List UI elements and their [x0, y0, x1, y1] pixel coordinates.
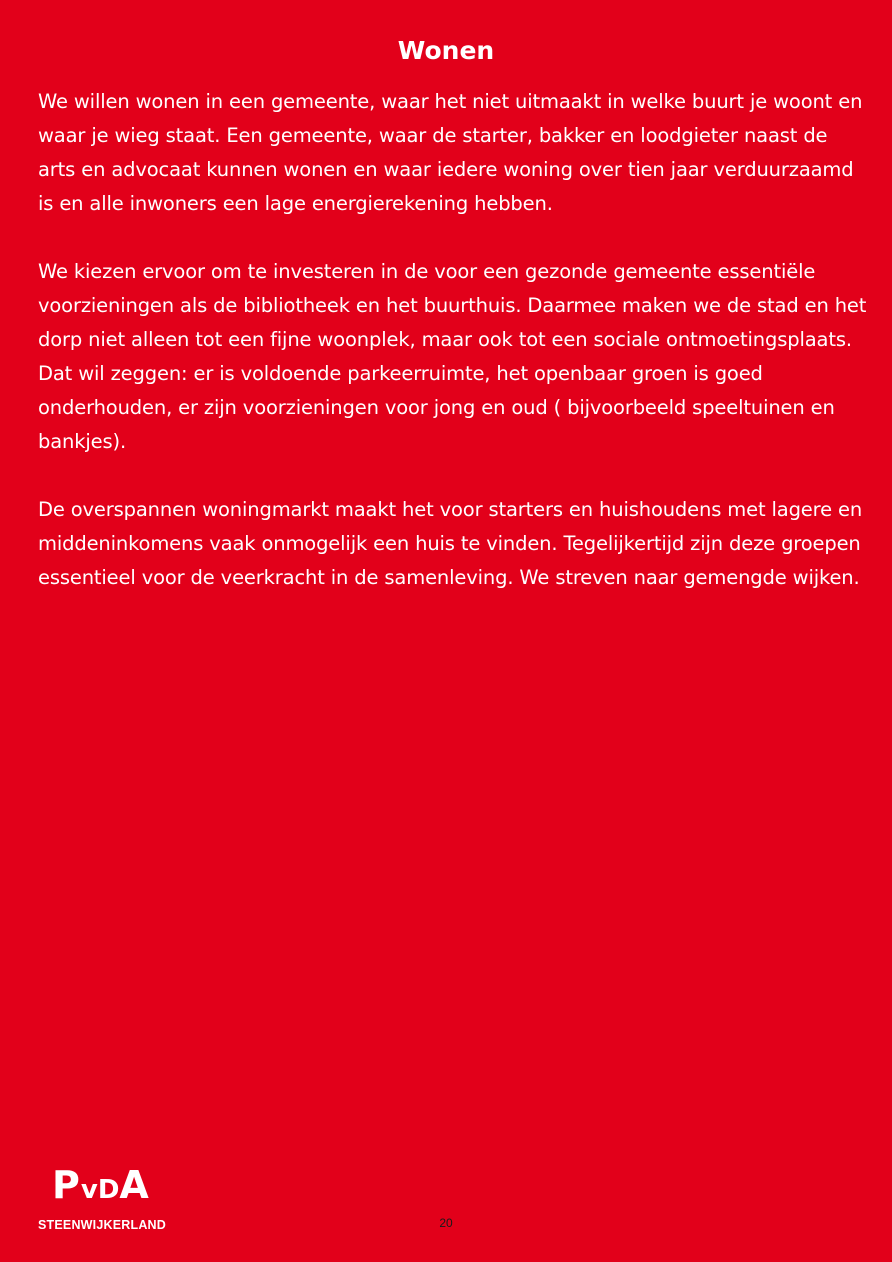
logo-letter-a: A — [119, 1163, 150, 1207]
paragraph: We willen wonen in een gemeente, waar het niet uitmaakt in welke buurt je woont en waar je wieg staat. Een gemeente, waar de starter, bakker en loodgieter naast de arts en advocaat kunnen wonen en waar iedere woning over tien jaar verduurzaamd is en alle inwoners een lage energierekening hebben. — [38, 90, 863, 215]
page-number: 20 — [439, 1216, 453, 1230]
logo-letter-p: P — [52, 1163, 81, 1207]
logo-letter-d: D — [97, 1175, 120, 1205]
logo-subtitle: STEENWIJKERLAND — [38, 1218, 167, 1232]
paragraph: We kiezen ervoor om te investeren in de voor een gezonde gemeente essentiële voorzieningen als de bibliotheek en het buurthuis. Daarmee maken we de stad en het dorp niet alleen tot een fijne woonplek, maar ook tot een sociale ontmoetingsplaats. Dat wil zeggen: er is voldoende parkeerruimte, het openbaar groen is goed onderhouden, er zijn voorzieningen voor jong en oud ( bijvoorbeeld speeltuinen en bankjes). — [38, 260, 867, 453]
page-title: Wonen — [397, 36, 495, 65]
document-body — [38, 85, 868, 629]
paragraph: De overspannen woningmarkt maakt het voor starters en huishoudens met lagere en middeninkomens vaak onmogelijk een huis te vinden. Tegelijkertijd zijn deze groepen essentieel voor de veerkracht in de samenleving. We streven naar gemengde wijken. — [38, 498, 863, 589]
logo-wordmark — [52, 1160, 198, 1215]
logo-letter-v: v — [80, 1175, 98, 1205]
